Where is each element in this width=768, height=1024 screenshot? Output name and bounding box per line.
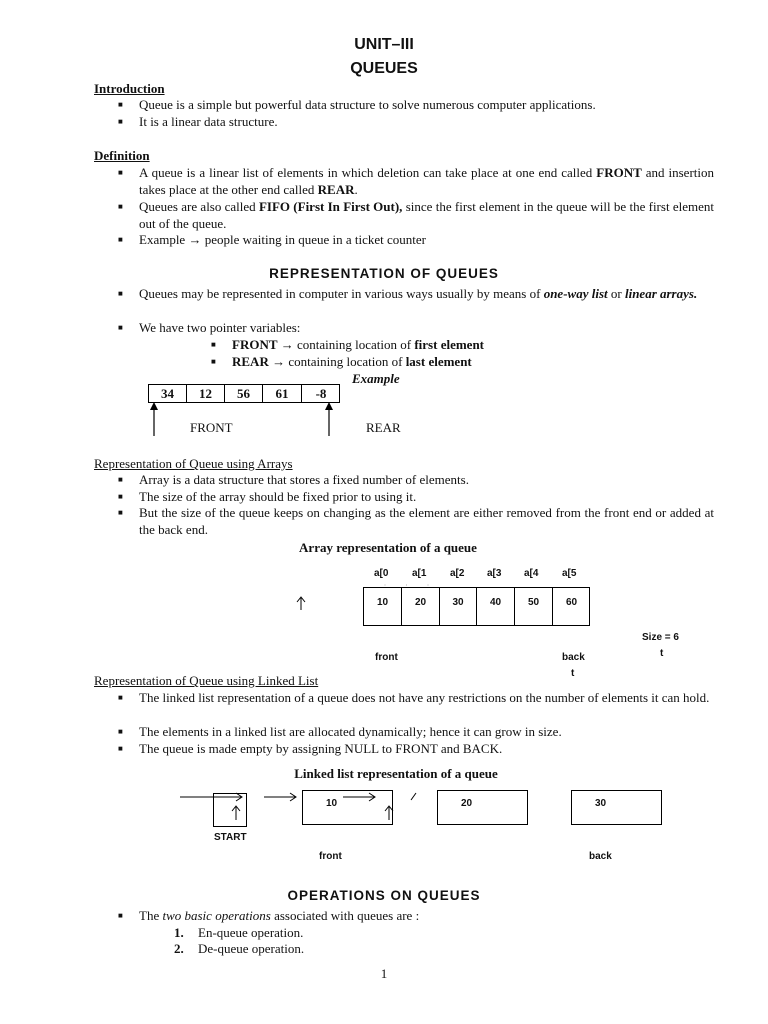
right-arrow-icon: → <box>272 354 286 369</box>
linked-node-2 <box>437 790 528 825</box>
example-label: Example <box>352 371 400 386</box>
bullet-icon: ■ <box>118 475 123 484</box>
bullet-icon: ■ <box>118 744 123 753</box>
linked-caption: Linked list representation of a queue <box>294 766 498 781</box>
bullet-icon: ■ <box>118 323 123 332</box>
unit-title: UNIT–III <box>354 36 414 53</box>
representation-heading: REPRESENTATION OF QUEUES <box>269 266 499 281</box>
bullet-icon: ■ <box>118 492 123 501</box>
bullet-icon: ■ <box>118 202 123 211</box>
intro-bullet-2: It is a linear data structure. <box>139 114 278 129</box>
array-index: a[3 <box>487 568 502 579</box>
linked-back-label: back <box>589 851 612 862</box>
up-arrow-icon <box>294 596 308 612</box>
size-label-wrap: t <box>660 648 664 659</box>
example-cell: 61 <box>263 385 302 402</box>
index-tick: ˌ ˌ ˌ <box>384 580 429 586</box>
operations-intro: The two basic operations associated with queues are : <box>139 908 420 923</box>
bullet-icon: ■ <box>118 100 123 109</box>
definition-bullet-1: A queue is a linear list of elements in which deletion can take place at one end called FRONT and insertion takes place at the other end called REAR. <box>139 165 715 197</box>
array-index: a[2 <box>450 568 465 579</box>
front-label: FRONT <box>190 420 233 435</box>
linked-node-3 <box>571 790 662 825</box>
bullet-icon: ■ <box>211 340 216 349</box>
node-data: 30 <box>594 798 607 809</box>
operation-number: 1. <box>174 925 184 940</box>
example-cell: 12 <box>187 385 225 402</box>
page-number: 1 <box>380 966 388 981</box>
linked-bullet-3: The queue is made empty by assigning NULL to FRONT and BACK. <box>139 741 503 756</box>
representation-bullet-2: We have two pointer variables: <box>139 320 301 335</box>
operation-item: De-queue operation. <box>198 941 305 956</box>
array-cell: 50 <box>515 588 553 625</box>
array-cell: 30 <box>440 588 477 625</box>
array-index: a[0 <box>374 568 389 579</box>
array-index: a[5 <box>562 568 577 579</box>
arrays-heading: Representation of Queue using Arrays <box>94 456 293 471</box>
bullet-icon: ■ <box>118 289 123 298</box>
link-arrows-icon <box>178 788 428 828</box>
linked-bullet-2: The elements in a linked list are allocated dynamically; hence it can grow in size. <box>139 724 562 739</box>
array-cell: 40 <box>477 588 515 625</box>
bullet-icon: ■ <box>118 235 123 244</box>
arrays-bullet-3: But the size of the queue keeps on changing as the element are either removed from the front end or added at the back end. <box>139 505 714 537</box>
definition-bullet-3: Example → people waiting in queue in a ticket counter <box>139 232 427 247</box>
size-label: Size = 6 <box>642 632 679 643</box>
linked-bullet-1: The linked list representation of a queue does not have any restrictions on the number of elements it can hold. <box>139 690 710 705</box>
bullet-icon: ■ <box>118 727 123 736</box>
right-arrow-icon: → <box>280 337 294 352</box>
array-back-wrap: t <box>571 668 575 679</box>
pointer-arrows-icon <box>145 400 345 440</box>
right-arrow-icon: → <box>188 232 202 247</box>
intro-bullet-1: Queue is a simple but powerful data structure to solve numerous computer applications. <box>139 97 596 112</box>
array-cell: 60 <box>565 597 578 608</box>
representation-bullet-1: Queues may be represented in computer in various ways usually by means of one-way list or linear arrays. <box>139 286 698 301</box>
definition-bullet-2: Queues are also called FIFO (First In First Out), since the first element in the queue will be the first element out of the queue. <box>139 199 714 231</box>
front-pointer-line: FRONT → containing location of first element <box>232 337 485 352</box>
array-back-label: back <box>562 652 585 663</box>
bullet-icon: ■ <box>118 168 123 177</box>
arrays-bullet-2: The size of the array should be fixed prior to using it. <box>139 489 417 504</box>
bullet-icon: ■ <box>118 911 123 920</box>
bullet-icon: ■ <box>211 357 216 366</box>
rear-pointer-line: REAR → containing location of last element <box>232 354 472 369</box>
example-cell: -8 <box>315 386 327 401</box>
node-data: 20 <box>460 798 473 809</box>
rear-label: REAR <box>366 420 401 435</box>
linked-heading: Representation of Queue using Linked List <box>94 673 319 688</box>
array-caption: Array representation of a queue <box>299 540 477 555</box>
arrays-bullet-1: Array is a data structure that stores a fixed number of elements. <box>139 472 469 487</box>
linked-front-label: front <box>319 851 342 862</box>
start-label: START <box>214 832 247 843</box>
example-cell: 34 <box>149 385 187 402</box>
definition-heading: Definition <box>94 148 150 163</box>
page-title: QUEUES <box>350 60 418 77</box>
bullet-icon: ■ <box>118 508 123 517</box>
operations-heading: OPERATIONS ON QUEUES <box>287 888 481 903</box>
array-cell: 10 <box>364 588 402 625</box>
operation-number: 2. <box>174 941 184 956</box>
node-data: 10 <box>325 798 338 809</box>
array-queue <box>363 587 590 626</box>
array-index: a[4 <box>524 568 539 579</box>
array-index: a[1 <box>412 568 427 579</box>
bullet-icon: ■ <box>118 117 123 126</box>
introduction-heading: Introduction <box>94 81 165 96</box>
bullet-icon: ■ <box>118 693 123 702</box>
example-cell: 56 <box>225 385 263 402</box>
array-front-label: front <box>375 652 398 663</box>
array-cell: 20 <box>402 588 440 625</box>
operation-item: En-queue operation. <box>198 925 304 940</box>
